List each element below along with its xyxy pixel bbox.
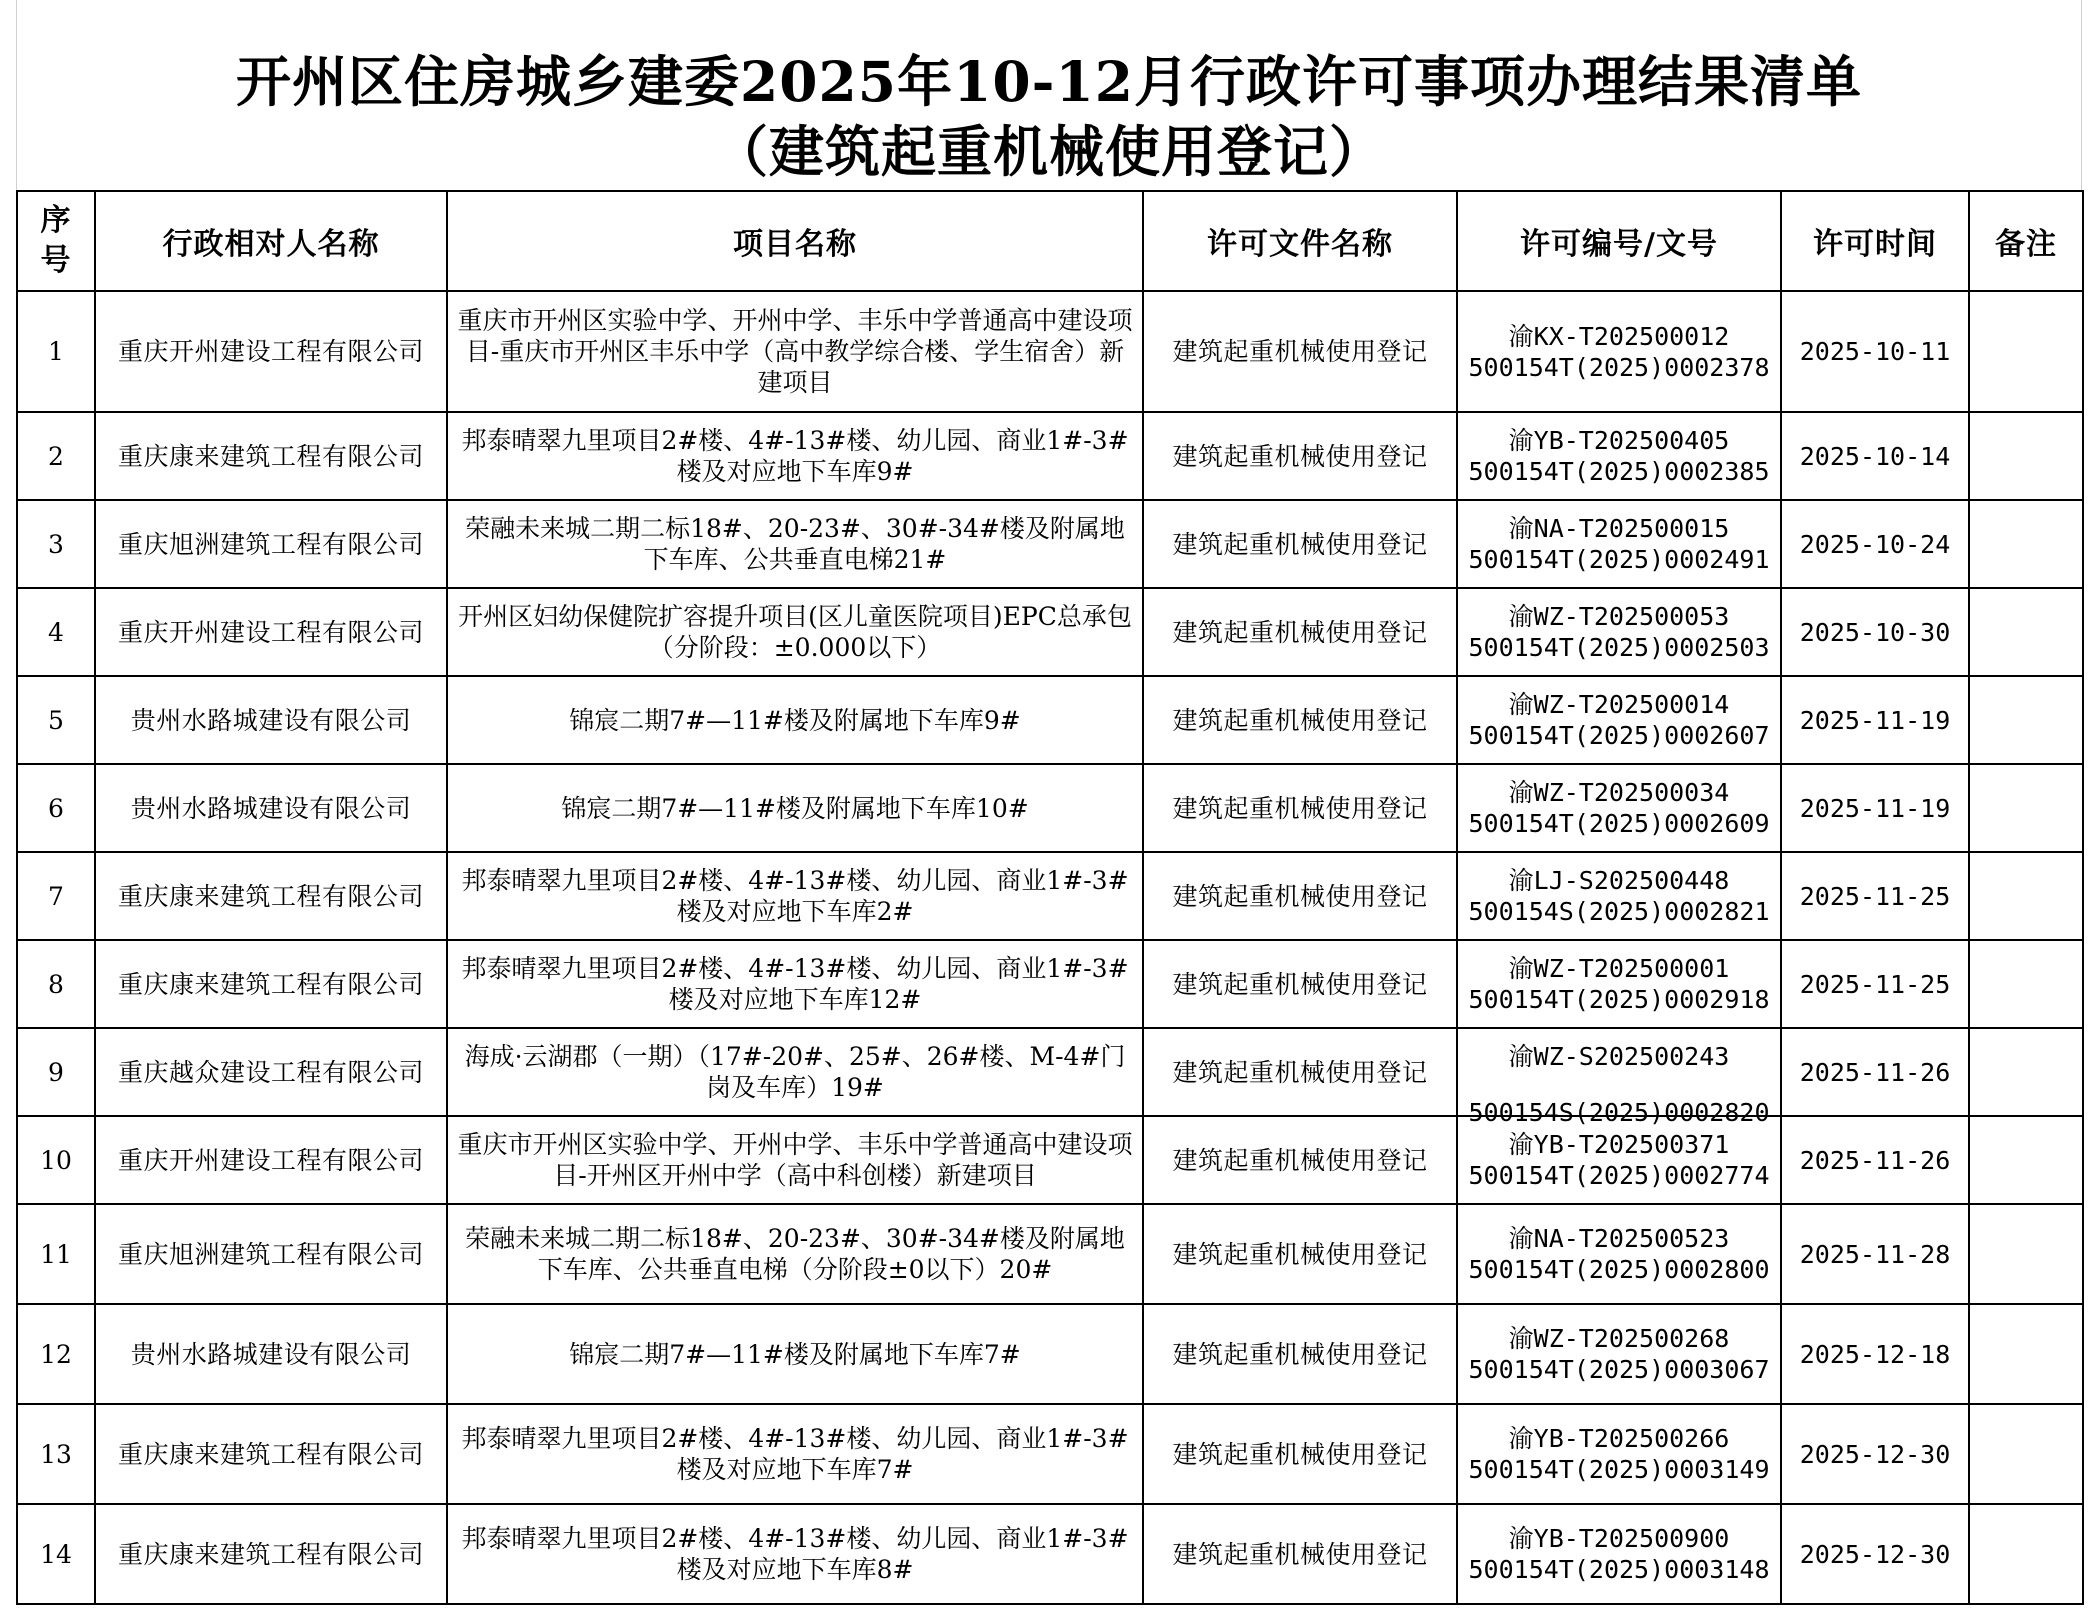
header-doc: 许可文件名称 bbox=[1143, 191, 1457, 291]
table-row bbox=[17, 1028, 2083, 1116]
table-row bbox=[17, 291, 2083, 412]
cell-number-line2: 500154T(2025)0003148 bbox=[1468, 1555, 1770, 1584]
cell-date: 2025-11-26 bbox=[1781, 1116, 1969, 1204]
cell-date: 2025-11-25 bbox=[1781, 852, 1969, 940]
cell-remark bbox=[1969, 291, 2083, 412]
cell-project: 荣融未来城二期二标18#、20-23#、30#-34#楼及附属地下车库、公共垂直电梯21# bbox=[447, 500, 1143, 588]
cell-project: 锦宸二期7#—11#楼及附属地下车库10# bbox=[447, 764, 1143, 852]
cell-doc: 建筑起重机械使用登记 bbox=[1143, 291, 1457, 412]
cell-doc: 建筑起重机械使用登记 bbox=[1143, 676, 1457, 764]
cell-remark bbox=[1969, 764, 2083, 852]
cell-remark bbox=[1969, 852, 2083, 940]
cell-doc: 建筑起重机械使用登记 bbox=[1143, 1028, 1457, 1116]
cell-number bbox=[1457, 1028, 1781, 1127]
cell-company: 重庆旭洲建筑工程有限公司 bbox=[95, 1204, 447, 1304]
cell-date: 2025-11-25 bbox=[1781, 940, 1969, 1028]
header-remark: 备注 bbox=[1969, 191, 2083, 291]
cell-number-line1: 渝NA-T202500015 bbox=[1508, 514, 1730, 543]
cell-seq: 1 bbox=[17, 291, 95, 412]
cell-remark bbox=[1969, 676, 2083, 764]
header-seq-line2: 号 bbox=[40, 243, 72, 278]
cell-project: 邦泰晴翠九里项目2#楼、4#-13#楼、幼儿园、商业1#-3#楼及对应地下车库8# bbox=[447, 1504, 1143, 1604]
cell-number-line1: 渝YB-T202500371 bbox=[1508, 1130, 1730, 1159]
cell-company: 重庆开州建设工程有限公司 bbox=[95, 588, 447, 676]
cell-remark bbox=[1969, 588, 2083, 676]
cell-seq: 5 bbox=[17, 676, 95, 764]
cell-project: 邦泰晴翠九里项目2#楼、4#-13#楼、幼儿园、商业1#-3#楼及对应地下车库12# bbox=[447, 940, 1143, 1028]
cell-seq: 12 bbox=[17, 1304, 95, 1404]
table-row bbox=[17, 852, 2083, 940]
header-company: 行政相对人名称 bbox=[95, 191, 447, 291]
cell-number bbox=[1457, 764, 1781, 852]
cell-seq: 14 bbox=[17, 1504, 95, 1604]
cell-number-line1: 渝YB-T202500405 bbox=[1508, 426, 1730, 455]
cell-date: 2025-11-28 bbox=[1781, 1204, 1969, 1304]
cell-number-line2: 500154T(2025)0003149 bbox=[1468, 1455, 1770, 1484]
document-subtitle: （建筑起重机械使用登记） bbox=[712, 119, 1385, 184]
cell-project: 重庆市开州区实验中学、开州中学、丰乐中学普通高中建设项目-重庆市开州区丰乐中学（高中教学综合楼、学生宿舍）新建项目 bbox=[447, 291, 1143, 412]
cell-number-line2: 500154S(2025)0002820 bbox=[1468, 1098, 1770, 1127]
cell-number-line2: 500154T(2025)0002774 bbox=[1468, 1161, 1770, 1190]
cell-doc: 建筑起重机械使用登记 bbox=[1143, 588, 1457, 676]
cell-project: 邦泰晴翠九里项目2#楼、4#-13#楼、幼儿园、商业1#-3#楼及对应地下车库2# bbox=[447, 852, 1143, 940]
cell-number-line1: 渝WZ-T202500014 bbox=[1508, 690, 1730, 719]
cell-doc: 建筑起重机械使用登记 bbox=[1143, 852, 1457, 940]
cell-project: 重庆市开州区实验中学、开州中学、丰乐中学普通高中建设项目-开州区开州中学（高中科创楼）新建项目 bbox=[447, 1116, 1143, 1204]
cell-number bbox=[1457, 940, 1781, 1028]
table-row bbox=[17, 764, 2083, 852]
cell-number bbox=[1457, 1204, 1781, 1304]
cell-seq: 6 bbox=[17, 764, 95, 852]
cell-seq: 10 bbox=[17, 1116, 95, 1204]
header-number: 许可编号/文号 bbox=[1457, 191, 1781, 291]
cell-doc: 建筑起重机械使用登记 bbox=[1143, 1204, 1457, 1304]
cell-doc: 建筑起重机械使用登记 bbox=[1143, 1304, 1457, 1404]
cell-date: 2025-12-18 bbox=[1781, 1304, 1969, 1404]
cell-number bbox=[1457, 412, 1781, 500]
results-table bbox=[16, 190, 2084, 1605]
table-row bbox=[17, 1116, 2083, 1204]
cell-doc: 建筑起重机械使用登记 bbox=[1143, 500, 1457, 588]
header-project: 项目名称 bbox=[447, 191, 1143, 291]
table-row bbox=[17, 1404, 2083, 1504]
cell-company: 重庆康来建筑工程有限公司 bbox=[95, 1504, 447, 1604]
cell-company: 重庆康来建筑工程有限公司 bbox=[95, 940, 447, 1028]
cell-project: 邦泰晴翠九里项目2#楼、4#-13#楼、幼儿园、商业1#-3#楼及对应地下车库9# bbox=[447, 412, 1143, 500]
cell-number bbox=[1457, 291, 1781, 412]
table-row bbox=[17, 940, 2083, 1028]
cell-number-clipped bbox=[1466, 1041, 1772, 1127]
table-row bbox=[17, 1504, 2083, 1604]
title-block bbox=[16, 0, 2082, 190]
cell-number bbox=[1457, 500, 1781, 588]
cell-company: 重庆旭洲建筑工程有限公司 bbox=[95, 500, 447, 588]
cell-doc: 建筑起重机械使用登记 bbox=[1143, 1116, 1457, 1204]
cell-project: 开州区妇幼保健院扩容提升项目(区儿童医院项目)EPC总承包（分阶段：±0.000以下） bbox=[447, 588, 1143, 676]
cell-number bbox=[1457, 1404, 1781, 1504]
cell-doc: 建筑起重机械使用登记 bbox=[1143, 940, 1457, 1028]
table-row bbox=[17, 1204, 2083, 1304]
cell-number-line2: 500154T(2025)0002503 bbox=[1468, 633, 1770, 662]
cell-doc: 建筑起重机械使用登记 bbox=[1143, 412, 1457, 500]
cell-number-line2: 500154T(2025)0002800 bbox=[1468, 1255, 1770, 1284]
cell-number bbox=[1457, 1504, 1781, 1604]
cell-date: 2025-11-19 bbox=[1781, 764, 1969, 852]
table-row bbox=[17, 1304, 2083, 1404]
document-title: 开州区住房城乡建委2025年10-12月行政许可事项办理结果清单 bbox=[236, 49, 1862, 114]
cell-remark bbox=[1969, 1028, 2083, 1116]
cell-remark bbox=[1969, 1504, 2083, 1604]
cell-number-line1: 渝WZ-T202500034 bbox=[1508, 778, 1730, 807]
cell-project: 锦宸二期7#—11#楼及附属地下车库7# bbox=[447, 1304, 1143, 1404]
cell-date: 2025-11-26 bbox=[1781, 1028, 1969, 1116]
cell-remark bbox=[1969, 940, 2083, 1028]
cell-number-line1: 渝YB-T202500900 bbox=[1508, 1524, 1730, 1553]
cell-date: 2025-10-11 bbox=[1781, 291, 1969, 412]
cell-number bbox=[1457, 676, 1781, 764]
cell-remark bbox=[1969, 412, 2083, 500]
table-row bbox=[17, 500, 2083, 588]
cell-company: 贵州水路城建设有限公司 bbox=[95, 1304, 447, 1404]
cell-seq: 3 bbox=[17, 500, 95, 588]
cell-number-line1: 渝YB-T202500266 bbox=[1508, 1424, 1730, 1453]
cell-doc: 建筑起重机械使用登记 bbox=[1143, 764, 1457, 852]
cell-number bbox=[1457, 1116, 1781, 1204]
cell-number-line2: 500154T(2025)0003067 bbox=[1468, 1355, 1770, 1384]
cell-remark bbox=[1969, 1404, 2083, 1504]
cell-number-line2: 500154T(2025)0002378 bbox=[1468, 352, 1770, 382]
cell-number bbox=[1457, 1304, 1781, 1404]
cell-date: 2025-12-30 bbox=[1781, 1504, 1969, 1604]
cell-remark bbox=[1969, 1304, 2083, 1404]
cell-doc: 建筑起重机械使用登记 bbox=[1143, 1504, 1457, 1604]
cell-project: 荣融未来城二期二标18#、20-23#、30#-34#楼及附属地下车库、公共垂直电梯（分阶段±0以下）20# bbox=[447, 1204, 1143, 1304]
cell-number-line2: 500154S(2025)0002821 bbox=[1468, 897, 1770, 926]
cell-seq: 7 bbox=[17, 852, 95, 940]
cell-company: 贵州水路城建设有限公司 bbox=[95, 764, 447, 852]
table-row bbox=[17, 412, 2083, 500]
cell-seq: 8 bbox=[17, 940, 95, 1028]
cell-number-line2: 500154T(2025)0002385 bbox=[1468, 457, 1770, 486]
cell-number-line1: 渝WZ-T202500268 bbox=[1508, 1324, 1730, 1353]
cell-company: 重庆越众建设工程有限公司 bbox=[95, 1028, 447, 1116]
header-date: 许可时间 bbox=[1781, 191, 1969, 291]
cell-number-line1: 渝WZ-S202500243 bbox=[1508, 1042, 1730, 1071]
cell-seq: 9 bbox=[17, 1028, 95, 1116]
cell-company: 贵州水路城建设有限公司 bbox=[95, 676, 447, 764]
cell-company: 重庆开州建设工程有限公司 bbox=[95, 1116, 447, 1204]
cell-number-line2: 500154T(2025)0002918 bbox=[1468, 985, 1770, 1014]
cell-number-line1: 渝LJ-S202500448 bbox=[1508, 866, 1730, 895]
cell-date: 2025-10-24 bbox=[1781, 500, 1969, 588]
cell-seq: 13 bbox=[17, 1404, 95, 1504]
cell-company: 重庆开州建设工程有限公司 bbox=[95, 291, 447, 412]
cell-number-line2: 500154T(2025)0002609 bbox=[1468, 809, 1770, 838]
cell-company: 重庆康来建筑工程有限公司 bbox=[95, 852, 447, 940]
cell-number bbox=[1457, 588, 1781, 676]
cell-number-line1: 渝KX-T202500012 bbox=[1508, 321, 1730, 351]
header-seq-line1: 序 bbox=[40, 203, 72, 238]
cell-number-line1: 渝WZ-T202500053 bbox=[1508, 602, 1730, 631]
cell-number bbox=[1457, 852, 1781, 940]
table-row bbox=[17, 588, 2083, 676]
cell-project: 邦泰晴翠九里项目2#楼、4#-13#楼、幼儿园、商业1#-3#楼及对应地下车库7# bbox=[447, 1404, 1143, 1504]
cell-project: 海成·云湖郡（一期）（17#-20#、25#、26#楼、M-4#门岗及车库）19# bbox=[447, 1028, 1143, 1116]
cell-project: 锦宸二期7#—11#楼及附属地下车库9# bbox=[447, 676, 1143, 764]
cell-company: 重庆康来建筑工程有限公司 bbox=[95, 412, 447, 500]
cell-date: 2025-12-30 bbox=[1781, 1404, 1969, 1504]
cell-number-line2: 500154T(2025)0002491 bbox=[1468, 545, 1770, 574]
cell-seq: 2 bbox=[17, 412, 95, 500]
cell-remark bbox=[1969, 1204, 2083, 1304]
cell-date: 2025-10-14 bbox=[1781, 412, 1969, 500]
cell-number-line1: 渝NA-T202500523 bbox=[1508, 1224, 1730, 1253]
cell-date: 2025-10-30 bbox=[1781, 588, 1969, 676]
cell-seq: 11 bbox=[17, 1204, 95, 1304]
cell-company: 重庆康来建筑工程有限公司 bbox=[95, 1404, 447, 1504]
cell-number-line1: 渝WZ-T202500001 bbox=[1508, 954, 1730, 983]
cell-date: 2025-11-19 bbox=[1781, 676, 1969, 764]
cell-remark bbox=[1969, 500, 2083, 588]
header-seq bbox=[17, 191, 95, 291]
cell-seq: 4 bbox=[17, 588, 95, 676]
table-header-row bbox=[17, 191, 2083, 291]
cell-remark bbox=[1969, 1116, 2083, 1204]
cell-number-line2: 500154T(2025)0002607 bbox=[1468, 721, 1770, 750]
cell-doc: 建筑起重机械使用登记 bbox=[1143, 1404, 1457, 1504]
table-row bbox=[17, 676, 2083, 764]
